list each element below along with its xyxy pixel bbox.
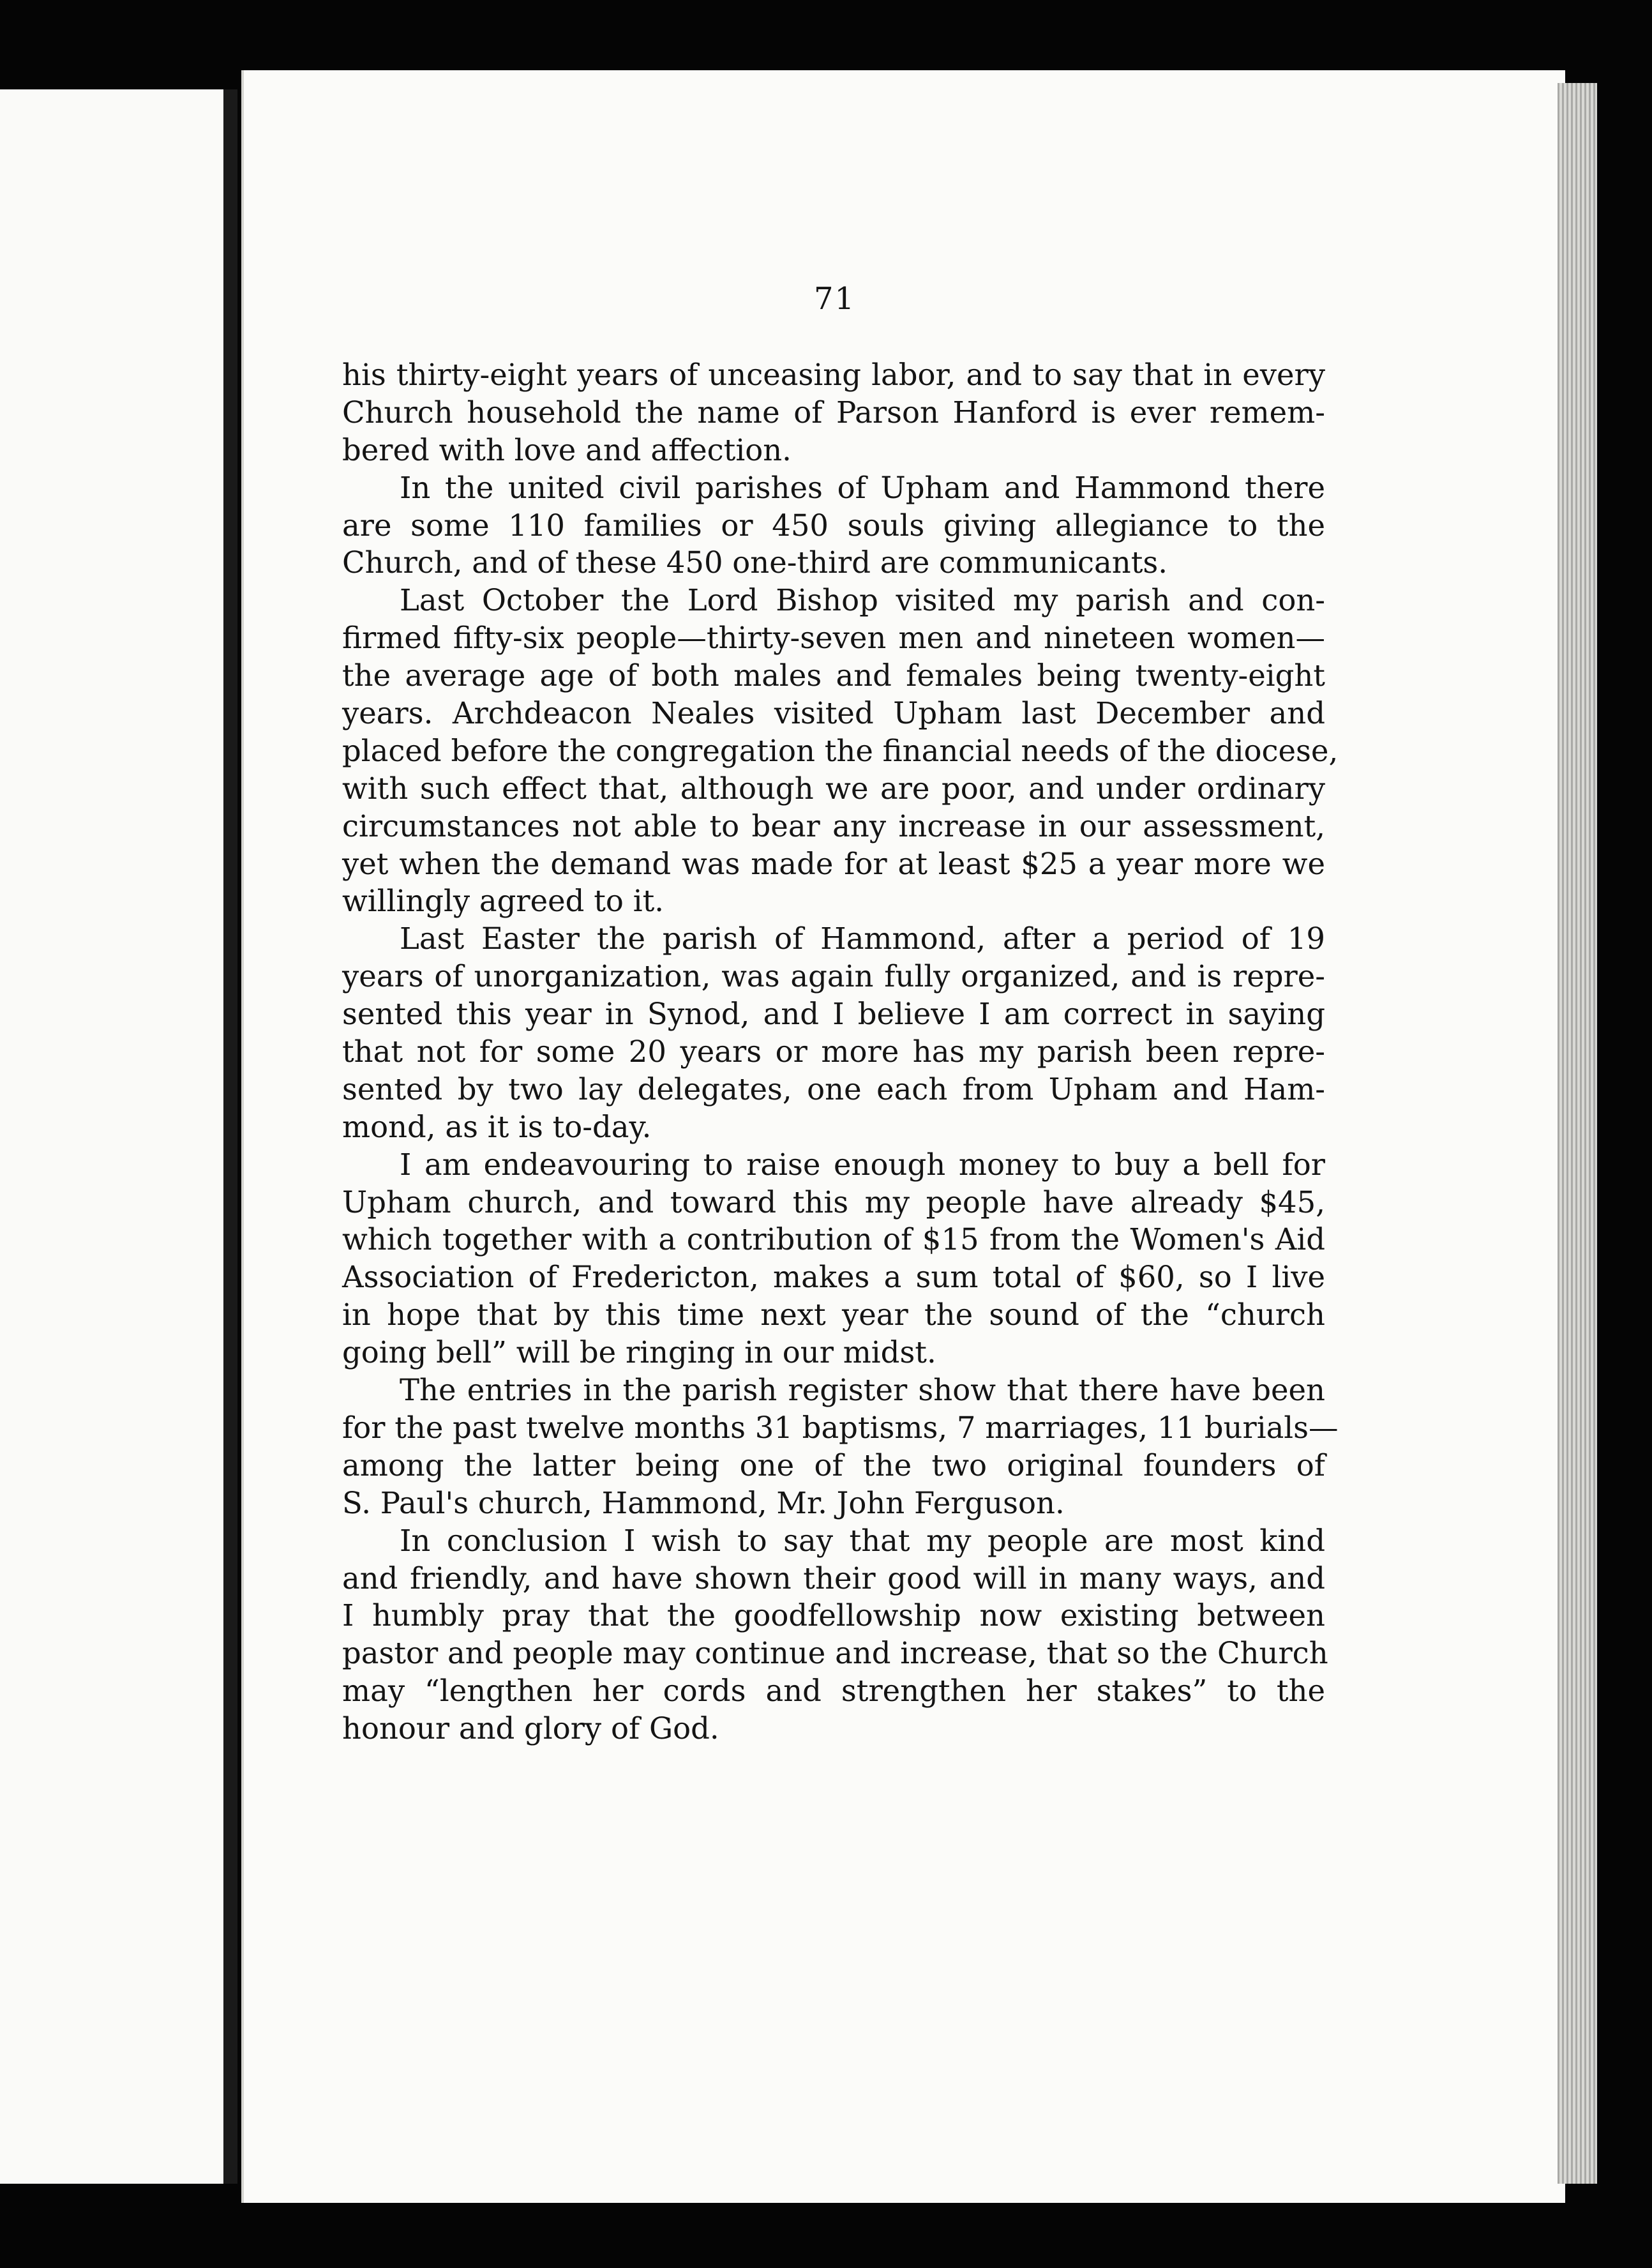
- facing-page-left: [0, 89, 229, 2184]
- body-line: mond, as it is to-day.: [342, 1109, 652, 1144]
- page-number: 71: [814, 281, 856, 317]
- body-line: years of unorganization, was again fully organized, and is repre-: [342, 959, 1325, 994]
- body-line: pastor and people may continue and increase, that so the Church: [342, 1636, 1328, 1671]
- body-line: for the past twelve months 31 baptisms, 7 marriages, 11 burials—: [342, 1410, 1339, 1445]
- body-line: years. Archdeacon Neales visited Upham last December and: [342, 696, 1325, 731]
- body-line: in hope that by this time next year the sound of the “church: [342, 1297, 1325, 1333]
- body-line: bered with love and affection.: [342, 432, 792, 467]
- body-line: his thirty-eight years of unceasing labor, and to say that in every: [342, 358, 1325, 392]
- body-line: Church household the name of Parson Hanford is ever remem-: [342, 395, 1325, 430]
- body-line: firmed fifty-six people—thirty-seven men and nineteen women—: [342, 621, 1325, 656]
- body-line: with such effect that, although we are poor, and under ordinary: [342, 771, 1325, 806]
- page-edge-stack: [1558, 83, 1597, 2184]
- body-line: In the united civil parishes of Upham and Hammond there: [400, 470, 1325, 505]
- body-line: are some 110 families or 450 souls giving allegiance to the: [342, 508, 1325, 543]
- body-line: S. Paul's church, Hammond, Mr. John Ferguson.: [342, 1485, 1065, 1520]
- body-line: Association of Fredericton, makes a sum total of $60, so I live: [342, 1260, 1325, 1295]
- body-line: sented this year in Synod, and I believe I am correct in saying: [342, 997, 1325, 1032]
- body-text: [342, 356, 1339, 1748]
- body-line: may “lengthen her cords and strengthen her stakes” to the: [342, 1674, 1325, 1709]
- body-line: and friendly, and have shown their good will in many ways, and: [342, 1561, 1325, 1596]
- body-line: Last Easter the parish of Hammond, after a period of 19: [400, 921, 1325, 956]
- body-line: Last October the Lord Bishop visited my parish and con-: [400, 583, 1325, 618]
- body-line: going bell” will be ringing in our midst.: [342, 1335, 936, 1370]
- body-line: placed before the congregation the financial needs of the diocese,: [342, 733, 1339, 768]
- body-line: circumstances not able to bear any increase in our assessment,: [342, 808, 1325, 843]
- body-line: In conclusion I wish to say that my people are most kind: [400, 1523, 1325, 1558]
- body-line: I am endeavouring to raise enough money to buy a bell for: [400, 1147, 1325, 1182]
- body-line: The entries in the parish register show that there have been: [400, 1373, 1325, 1408]
- body-line: which together with a contribution of $15 from the Women's Aid: [342, 1222, 1325, 1257]
- body-line: yet when the demand was made for at least $25 a year more we: [342, 846, 1325, 881]
- body-line: among the latter being one of the two original founders of: [342, 1448, 1325, 1483]
- body-line: the average age of both males and females being twenty-eight: [342, 658, 1325, 693]
- body-line: Church, and of these 450 one-third are communicants.: [342, 545, 1168, 580]
- body-line: that not for some 20 years or more has my parish been repre-: [342, 1034, 1325, 1070]
- body-line: honour and glory of God.: [342, 1711, 719, 1746]
- body-line: sented by two lay delegates, one each from Upham and Ham-: [342, 1071, 1325, 1107]
- body-line: I humbly pray that the goodfellowship now existing between: [342, 1598, 1325, 1633]
- body-line: willingly agreed to it.: [342, 884, 665, 919]
- body-line: Upham church, and toward this my people have already $45,: [342, 1184, 1325, 1220]
- book-gutter: [223, 89, 237, 2184]
